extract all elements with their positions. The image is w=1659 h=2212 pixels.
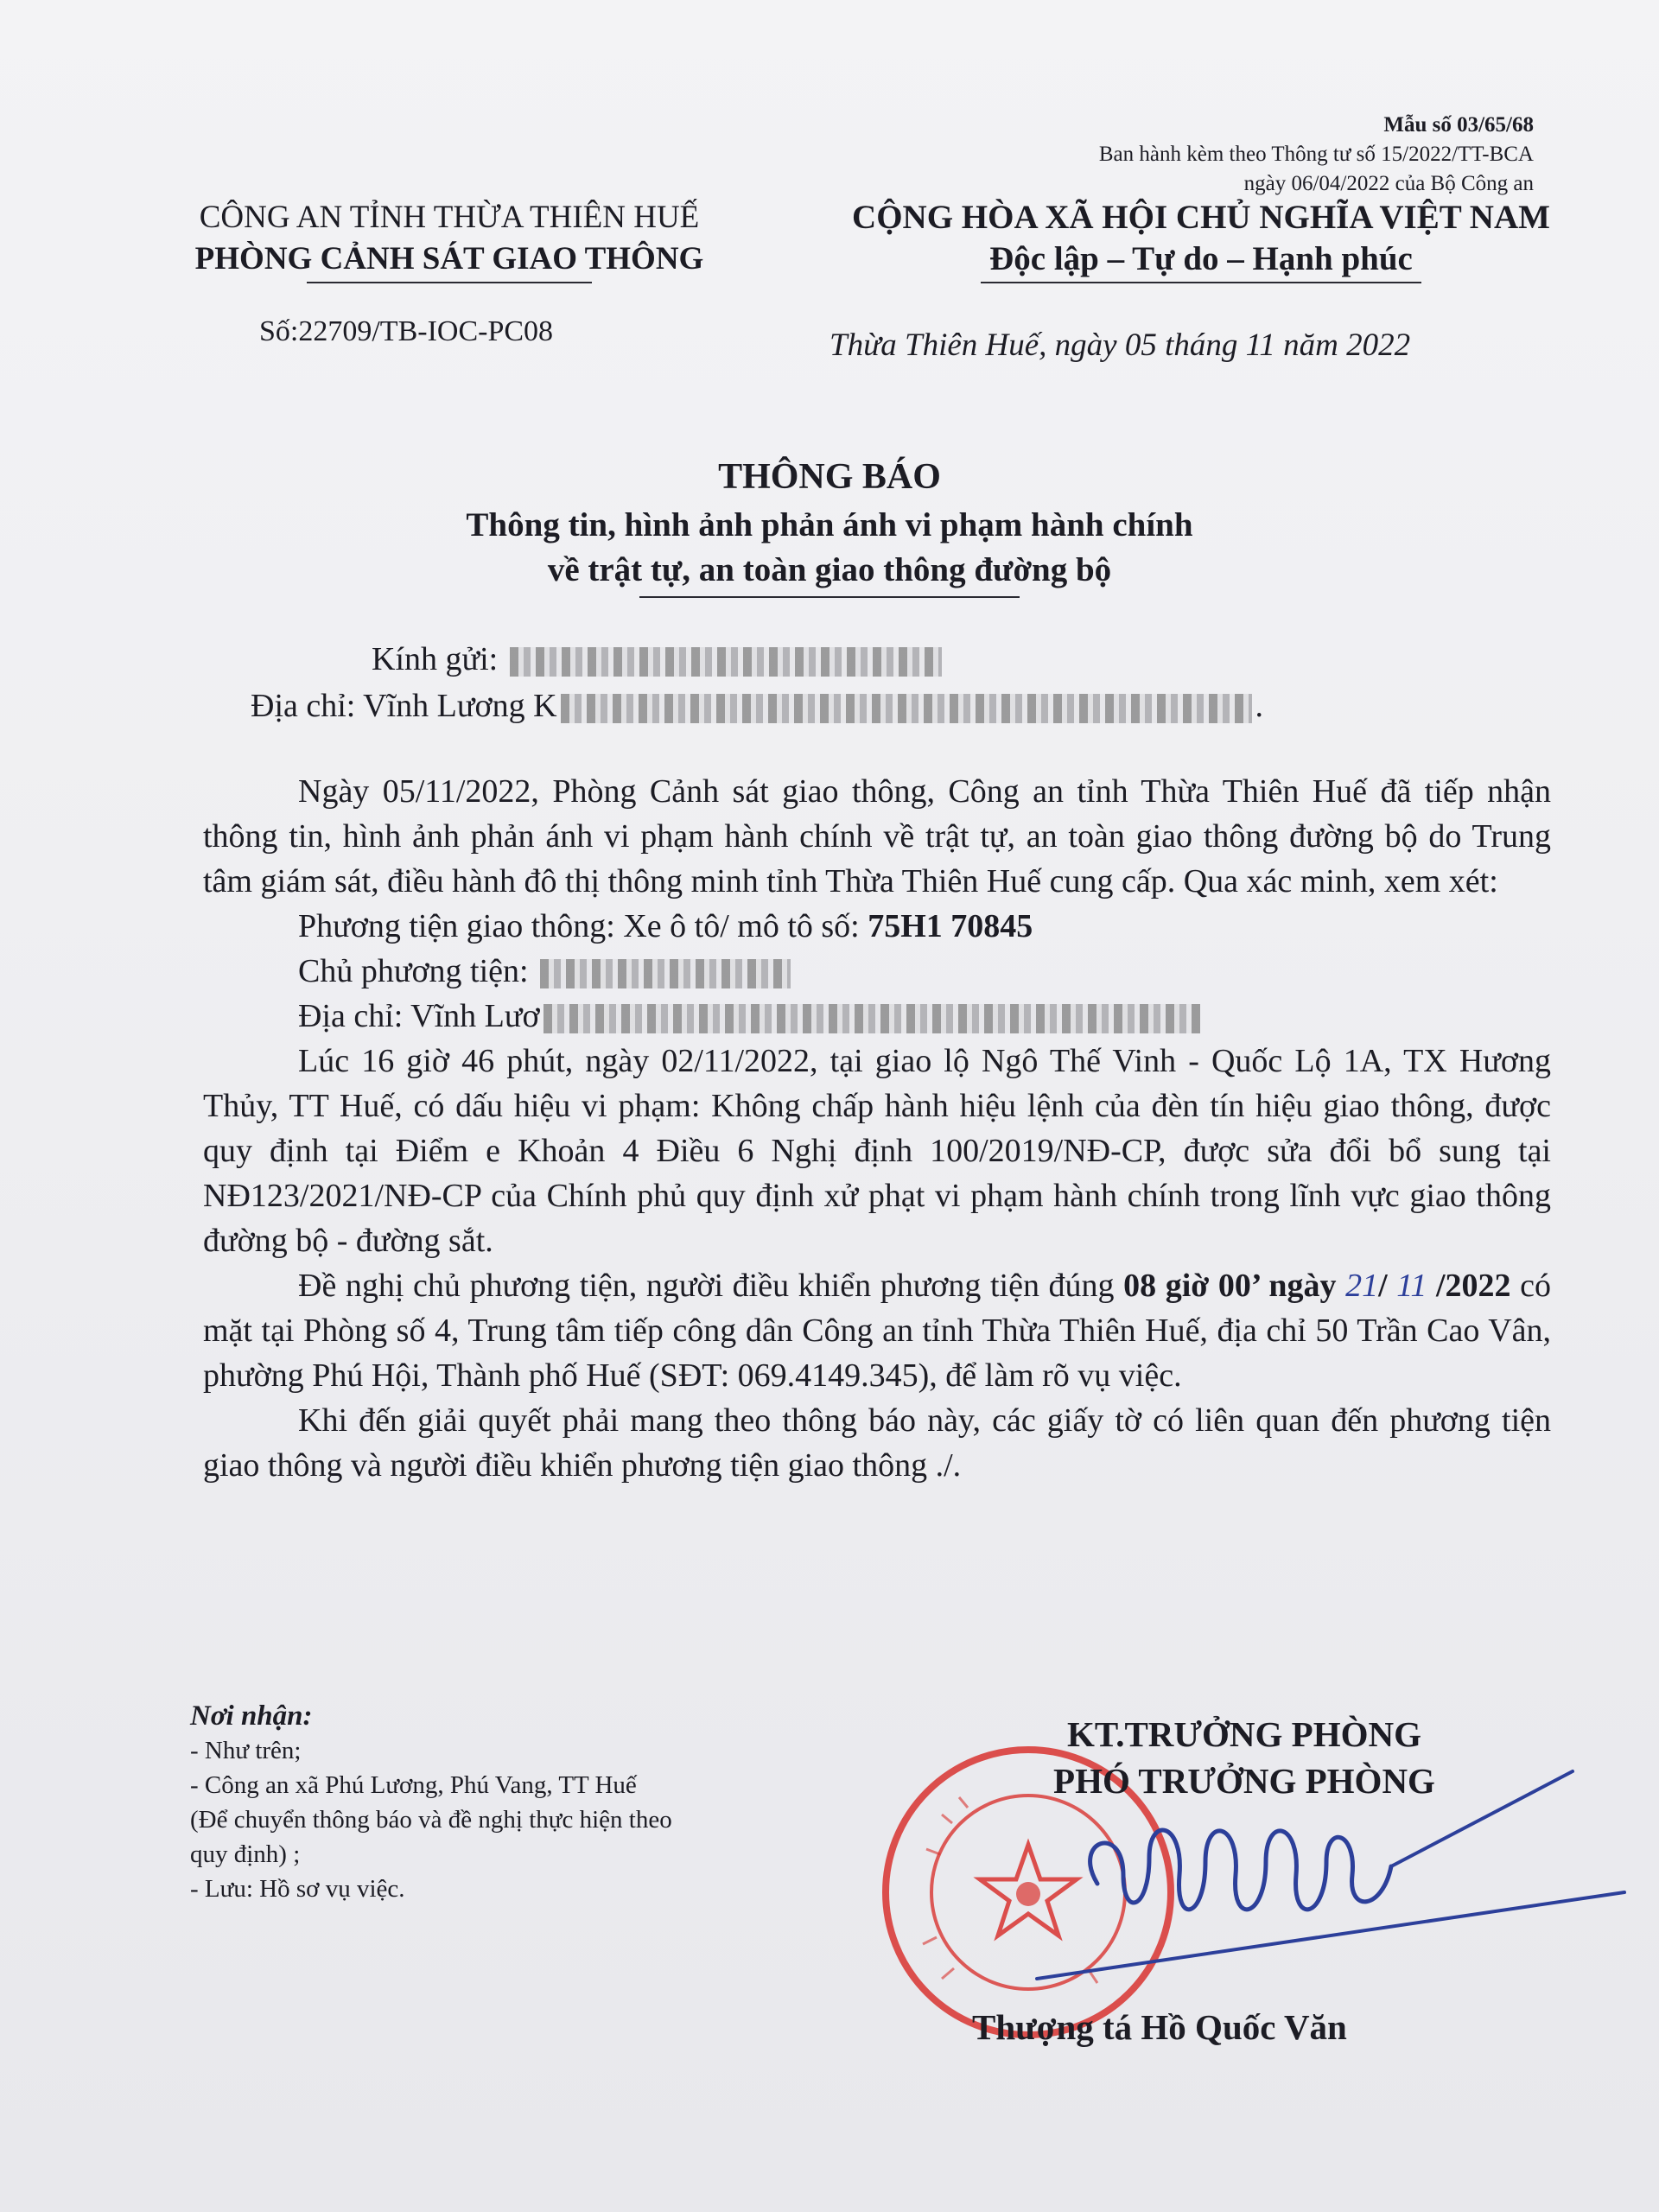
nation-name: CỘNG HÒA XÃ HỘI CHỦ NGHĨA VIỆT NAM	[852, 199, 1550, 236]
owner-label: Chủ phương tiện:	[298, 953, 537, 989]
paragraph-summons	[203, 1263, 1551, 1398]
agency-header	[130, 197, 769, 283]
summons-year: /2022	[1427, 1268, 1511, 1304]
handwritten-signature	[1020, 1763, 1659, 2022]
recipients-heading: Nơi nhận:	[190, 1700, 313, 1732]
agency-underline	[307, 282, 592, 283]
motto-underline	[981, 282, 1421, 283]
form-number: Mẫu số 03/65/68	[1383, 113, 1534, 137]
vehicle-plate: 75H1 70845	[868, 908, 1033, 944]
summons-month: 11	[1396, 1268, 1427, 1304]
summons-text-b: có mặt tại Phòng số 4, Trung tâm tiếp công dân Công an tỉnh Thừa Thiên Huế, địa chỉ 50 Trần Cao Vân, phường Phú Hội, Thành phố Huế (SĐT: 069.4149.345), để làm rõ vụ việc.	[203, 1268, 1552, 1394]
recipients-block	[190, 1699, 864, 1906]
redacted-address	[561, 694, 1252, 723]
paragraph-violation: Lúc 16 giờ 46 phút, ngày 02/11/2022, tại giao lộ Ngô Thế Vinh - Quốc Lộ 1A, TX Hương Thủy, TT Huế, có dấu hiệu vi phạm: Không chấp hành hiệu lệnh của đèn tín hiệu giao thông, được quy định tại Điểm e Khoản 4 Điều 6 Nghị định 100/2019/NĐ-CP, được sửa đổi bổ sung tại NĐ123/2021/NĐ-CP của Chính phủ quy định xử phạt vi phạm hành chính trong lĩnh vực giao thông đường bộ - đường sắt.	[203, 1043, 1551, 1259]
addressee-to	[372, 636, 1263, 683]
subtitle-underline	[639, 596, 1020, 598]
summons-time: 08 giờ 00’ ngày	[1123, 1268, 1346, 1304]
signature-title-2: PHÓ TRƯỞNG PHÒNG	[1053, 1761, 1435, 1801]
notice-subtitle-line1: Thông tin, hình ảnh phản ánh vi phạm hành chính	[466, 506, 1193, 543]
notice-subtitle	[0, 503, 1659, 598]
redacted-owner-address	[543, 1004, 1200, 1033]
addressee-address	[251, 683, 1263, 729]
summons-sep: /	[1378, 1268, 1397, 1304]
signer-name: Thượng tá Hồ Quốc Văn	[972, 2007, 1347, 2047]
recipient-item: - Như trên;	[190, 1737, 302, 1764]
addressee-block	[251, 636, 1264, 729]
vehicle-line	[203, 904, 1551, 949]
redacted-name	[510, 647, 942, 677]
summons-text-a: Đề nghị chủ phương tiện, người điều khiển phương tiện đúng	[298, 1268, 1124, 1304]
owner-address-label: Địa chỉ: Vĩnh Lươ	[298, 998, 540, 1034]
agency-department: PHÒNG CẢNH SÁT GIAO THÔNG	[194, 241, 704, 276]
recipient-item: - Công an xã Phú Lương, Phú Vang, TT Huế	[190, 1771, 637, 1799]
document-number: Số:22709/TB-IOC-PC08	[259, 315, 554, 347]
notice-title: THÔNG BÁO	[718, 457, 941, 497]
addressee-address-label: Địa chỉ: Vĩnh Lương K	[251, 688, 557, 724]
nation-header	[760, 197, 1642, 283]
owner-address-line	[203, 994, 1551, 1039]
paragraph-documents: Khi đến giải quyết phải mang theo thông báo này, các giấy tờ có liên quan đến phương tiện giao thông và người điều khiển phương tiện giao thông ./.	[203, 1402, 1551, 1484]
addressee-to-label: Kính gửi:	[372, 641, 499, 677]
agency-parent: CÔNG AN TỈNH THỪA THIÊN HUẾ	[199, 200, 700, 235]
recipient-item: quy định) ;	[190, 1840, 301, 1868]
form-number-block	[950, 111, 1659, 199]
notice-subtitle-line2: về trật tự, an toàn giao thông đường bộ	[547, 551, 1112, 588]
summons-day: 21	[1345, 1268, 1379, 1304]
nation-motto: Độc lập – Tự do – Hạnh phúc	[989, 240, 1413, 277]
owner-line	[203, 949, 1551, 994]
addressee-address-end: .	[1255, 688, 1264, 724]
place-date: Thừa Thiên Huế, ngày 05 tháng 11 năm 2022	[830, 327, 1411, 363]
recipient-item: - Lưu: Hồ sơ vụ việc.	[190, 1875, 405, 1903]
paragraph-received: Ngày 05/11/2022, Phòng Cảnh sát giao thông, Công an tỉnh Thừa Thiên Huế đã tiếp nhận thông tin, hình ảnh phản ánh vi phạm hành chính về trật tự, an toàn giao thông đường bộ do Trung tâm giám sát, điều hành đô thị thông minh tỉnh Thừa Thiên Huế cung cấp. Qua xác minh, xem xét:	[203, 773, 1551, 899]
signature-title-1: KT.TRƯỞNG PHÒNG	[1067, 1714, 1421, 1754]
recipient-item: (Để chuyển thông báo và đề nghị thực hiện theo	[190, 1806, 672, 1834]
notice-body	[203, 769, 1551, 1488]
vehicle-label: Phương tiện giao thông: Xe ô tô/ mô tô số:	[298, 908, 868, 944]
redacted-owner	[540, 959, 791, 988]
form-issued-date: ngày 06/04/2022 của Bộ Công an	[1243, 172, 1534, 195]
form-issued-with: Ban hành kèm theo Thông tư số 15/2022/TT-BCA	[1098, 143, 1534, 166]
